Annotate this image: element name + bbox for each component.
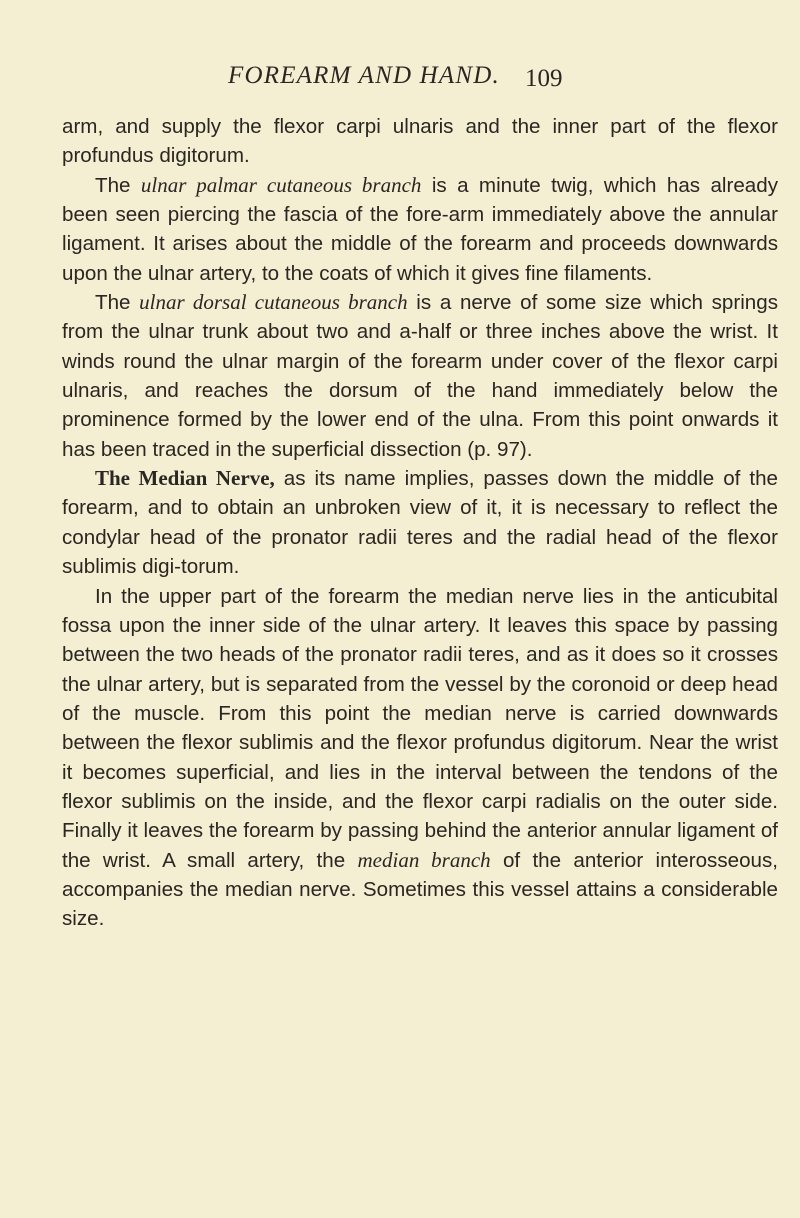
paragraph-text: arm, and supply the flexor carpi ulnaris and the inner part of the flexor profundus digitorum. xyxy=(62,115,778,168)
paragraph-text: The xyxy=(95,173,141,197)
running-title: FOREARM AND HAND. xyxy=(228,62,500,89)
italic-term: ulnar palmar cutaneous branch xyxy=(140,172,422,197)
paragraph-text: is a minute twig, which has already been seen piercing the fascia of the fore-arm immediately above the annular ligament. It arises about the middle of the forearm and proceeds downwards upon the ulnar artery, to the coats of which it gives fine filaments. xyxy=(62,173,778,285)
page-number: 109 xyxy=(525,65,563,92)
italic-term: ulnar dorsal cutaneous branch xyxy=(139,290,408,315)
paragraph-ulnar-dorsal-cutaneous xyxy=(62,288,778,464)
running-head xyxy=(0,62,800,96)
paragraph-text: is a nerve of some size which springs from the ulnar trunk about two and a-half or three inches above the wrist. It winds round the ulnar margin of the forearm under cover of the flexor carpi ulnaris, and reaches the dorsum of the hand immediately below the prominence formed by the lower end of the ulna. From this point onwards it has been traced in the superficial dissection (p. 97). xyxy=(62,291,779,461)
italic-term: median branch xyxy=(357,847,491,872)
paragraph-ulnar-palmar-cutaneous xyxy=(62,171,778,288)
paragraph-text: of the anterior interosseous, accompanies the median nerve. Sometimes this vessel attains a considerable size. xyxy=(62,848,778,931)
paragraph-text: The xyxy=(95,291,140,315)
section-heading: The Median Nerve, xyxy=(95,466,275,491)
paragraph-text: In the upper part of the forearm the median nerve lies in the anticubital fossa upon the inner side of the ulnar artery. It leaves this space by passing between the two heads of the pronator radii teres, and as it does so it crosses the ulnar artery, but is separated from the vessel by the coronoid or deep head of the muscle. From this point the median nerve is carried downwards between the flexor sublimis and the flexor profundus digitorum. Near the wrist it becomes superficial, and lies in the interval between the tendons of the flexor sublimis on the inside, and the flexor carpi radialis on the outer side. Finally it leaves the forearm by passing behind the anterior annular ligament of the wrist. A small artery, the xyxy=(62,584,778,872)
paragraph-median-course xyxy=(62,582,778,934)
paragraph-continuation xyxy=(62,112,778,171)
body-text xyxy=(62,112,778,934)
paragraph-text: as its name implies, passes down the middle of the forearm, and to obtain an unbroken view of it, it is necessary to reflect the condylar head of the pronator radii teres and the radial head of the flexor sublimis digi-torum. xyxy=(62,467,778,579)
paragraph-median-nerve xyxy=(62,464,778,581)
